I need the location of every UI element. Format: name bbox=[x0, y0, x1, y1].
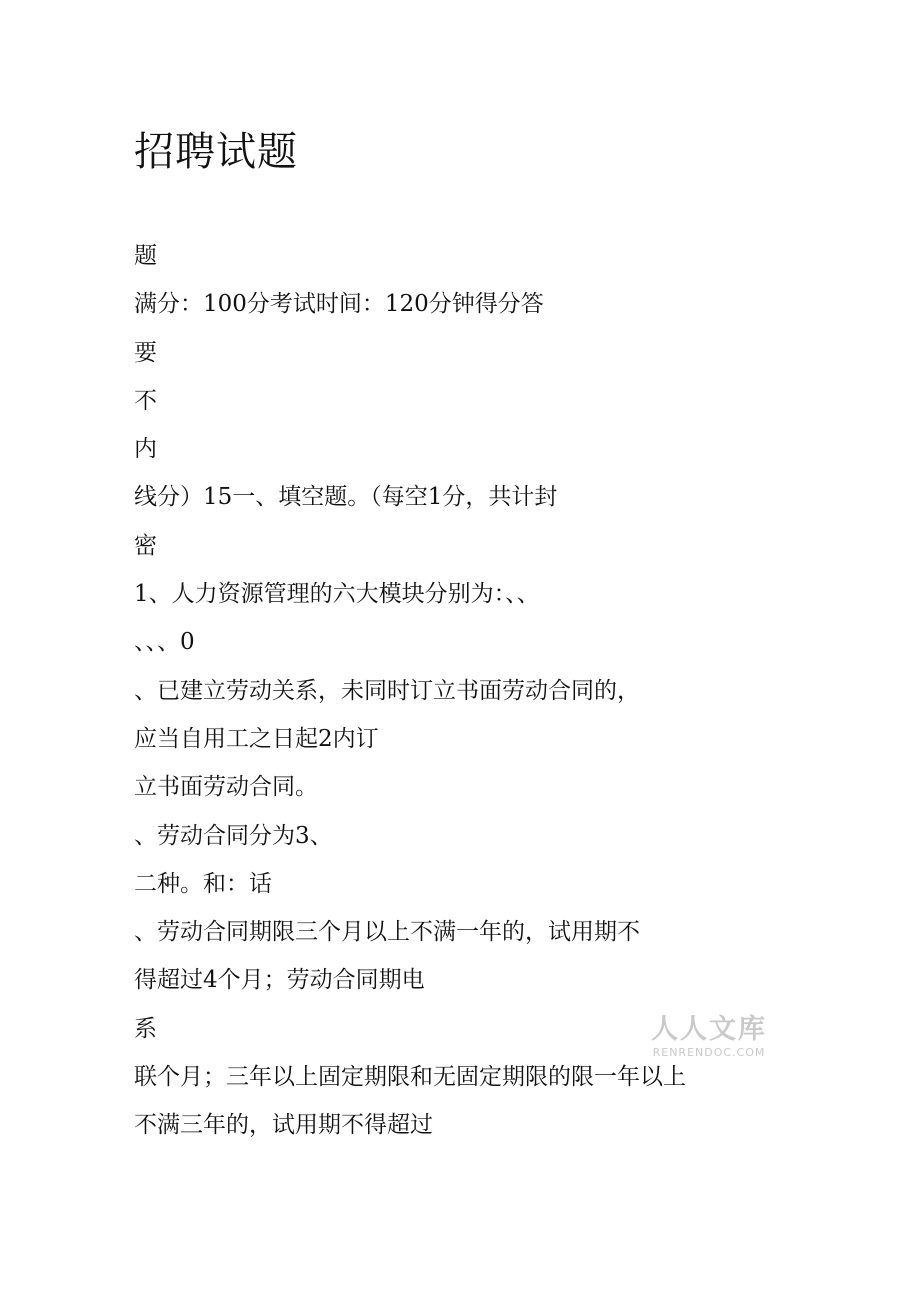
body-line: 二种。和：话 bbox=[134, 870, 272, 897]
body-line: 内 bbox=[134, 436, 157, 463]
body-line: 应当自用工之日起2内订 bbox=[134, 725, 379, 752]
watermark-domain: RENRENDOC.COM bbox=[652, 1046, 766, 1059]
body-line: 、、、0 bbox=[134, 629, 195, 656]
body-line: 不 bbox=[134, 387, 157, 414]
body-line: 联个月；三年以上固定期限和无固定期限的限一年以上 bbox=[134, 1064, 686, 1091]
body-line: 、已建立劳动关系，未同时订立书面劳动合同的， bbox=[134, 677, 640, 704]
body-line: 、劳动合同期限三个月以上不满一年的，试用期不 bbox=[134, 919, 640, 946]
body-line: 线分）15一、填空题。（每空1分，共计封 bbox=[134, 484, 558, 511]
body-line: 密 bbox=[134, 532, 157, 559]
body-line: 题 bbox=[134, 243, 157, 269]
body-line: 要 bbox=[134, 339, 157, 366]
body-line: 、劳动合同分为3、 bbox=[134, 822, 333, 849]
watermark-brand: 人人文库 bbox=[651, 1014, 767, 1045]
document-body bbox=[134, 236, 794, 1154]
body-line: 1、人力资源管理的六大模块分别为：、、 bbox=[134, 581, 540, 608]
body-line: 得超过4个月；劳动合同期电 bbox=[134, 967, 425, 994]
body-line: 立书面劳动合同。 bbox=[134, 774, 318, 801]
document-title: 招聘试题 bbox=[134, 129, 298, 175]
body-line: 满分：100分考试时间：120分钟得分答 bbox=[134, 291, 544, 318]
body-line: 系 bbox=[134, 1015, 157, 1042]
body-line: 不满三年的，试用期不得超过 bbox=[134, 1112, 433, 1139]
